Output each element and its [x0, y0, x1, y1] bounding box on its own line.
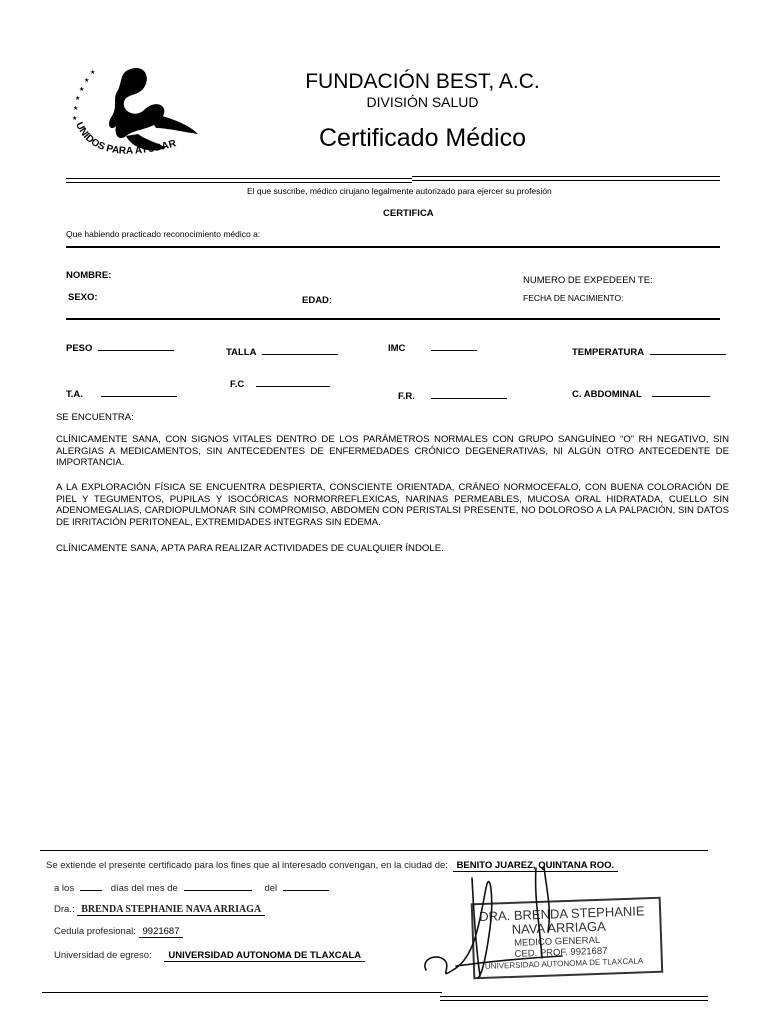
cedula-line: Cedula profesional: 9921687: [54, 926, 183, 938]
organization-name: FUNDACIÓN BEST, A.C.: [305, 70, 540, 93]
talla-field: TALLA: [226, 346, 338, 358]
foundation-logo: [66, 62, 206, 182]
sexo-label: SEXO:: [68, 292, 98, 303]
footer-bottom-rule-right-2: [440, 1000, 708, 1001]
extiende-line: Se extiende el presente certificado para los fines que al interesado convengan, en la ciudad de: BENITO JUAREZ, QUINTANA ROO.: [46, 860, 618, 872]
peso-field: PESO: [66, 342, 174, 354]
doctor-name: BRENDA STEPHANIE NAVA ARRIAGA: [77, 904, 265, 916]
signature: [416, 858, 566, 988]
se-encuentra-heading: SE ENCUENTRA:: [56, 412, 134, 423]
suscribe-text: El que suscribe, médico cirujano legalmente autorizado para ejercer su profesión: [247, 186, 552, 196]
header-rule-right: [412, 176, 720, 177]
svg-text:★: ★: [72, 115, 78, 122]
fr-field: F.R.: [398, 390, 507, 402]
nombre-label: NOMBRE:: [66, 270, 112, 281]
fc-field: F.C: [230, 378, 330, 390]
footer-bottom-rule: [42, 992, 442, 993]
abdominal-field: C. ABDOMINAL: [572, 388, 710, 400]
doctor-line: Dra.: BRENDA STEPHANIE NAVA ARRIAGA: [54, 904, 265, 916]
header-rule-right-2: [412, 180, 720, 181]
universidad-line: Universidad de egreso: UNIVERSIDAD AUTONOMA DE TLAXCALA: [54, 950, 365, 962]
ta-field: T.A.: [66, 388, 177, 400]
temperatura-field: TEMPERATURA: [572, 346, 726, 358]
certifica-heading: CERTIFICA: [383, 208, 434, 219]
universidad-value: UNIVERSIDAD AUTONOMA DE TLAXCALA: [164, 950, 365, 962]
fecha-nacimiento-label: FECHA DE NACIMIENTO:: [523, 293, 624, 303]
edad-label: EDAD:: [302, 295, 333, 306]
paragraph-clinical: CLÍNICAMENTE SANA, CON SIGNOS VITALES DENTRO DE LOS PARÁMETROS NORMALES CON GRUPO SANGUÍNEO “O” RH NEGATIVO, SIN ALERGIAS A MEDICAMENTOS, SIN ANTECEDENTES DE ENFERMEDADES CRÓNICO DEGENERATIVAS, NI ALGÚN OTRO ANTECEDENTE DE IMPORTANCIA.: [56, 434, 729, 469]
expediente-label: NUMERO DE EXPEDEEN TE:: [523, 275, 653, 286]
footer-bottom-rule-right: [440, 996, 708, 997]
patient-top-rule: [66, 246, 720, 248]
paragraph-conclusion: CLÍNICAMENTE SANA, APTA PARA REALIZAR ACTIVIDADES DE CUALQUIER ÍNDOLE.: [56, 543, 444, 554]
paragraph-exploration: A LA EXPLORACIÓN FÍSICA SE ENCUENTRA DESPIERTA, CONSCIENTE ORIENTADA, CRÁNEO NORMOCEFALO, CON BUENA COLORACIÓN DE PIEL Y TEGUMENTOS, PUPILAS Y ISOCÓRICAS NORMORREFLEXICAS, NARINAS PERMEABLES, MUCOSA ORAL HIDRATADA, CUELLO SIN ADENOMEGALIAS, CARDIOPULMONAR SIN COMPROMISO, ABDOMEN CON PERISTALSI PRESENTE, NO DOLOROSO A LA PALPACIÓN, SIN DATOS DE IRRITACIÓN PERITONEAL, EXTREMIDADES INTEGRAS SIN EDEMA.: [56, 482, 729, 528]
cedula-value: 9921687: [139, 926, 184, 938]
svg-text:★: ★: [84, 77, 90, 84]
footer-top-rule: [40, 850, 708, 851]
document-title: Certificado Médico: [318, 124, 527, 152]
patient-bottom-rule: [66, 318, 720, 320]
imc-field: IMC: [388, 342, 477, 354]
svg-text:★: ★: [90, 69, 96, 76]
header-rule-left: [66, 178, 412, 179]
header-rule-left-2: [66, 182, 412, 183]
svg-text:★: ★: [75, 95, 81, 102]
logo-text: UNIDOS PARA AYUDAR: [73, 120, 178, 157]
doctor-stamp: DRA. BRENDA STEPHANIE NAVA ARRIAGA MEDICO GENERAL CED. PROF. 9921687 UNIVERSIDAD AUTONOMA DE TLAXCALA: [471, 897, 664, 980]
svg-text:★: ★: [79, 86, 85, 93]
ciudad-value: BENITO JUAREZ, QUINTANA ROO.: [453, 860, 619, 872]
svg-text:★: ★: [73, 105, 79, 112]
reconocimiento-text: Que habiendo practicado reconocimiento médico a:: [66, 229, 261, 239]
date-line: a los días del mes de del: [54, 882, 329, 894]
division-name: DIVISIÓN SALUD: [366, 94, 479, 110]
